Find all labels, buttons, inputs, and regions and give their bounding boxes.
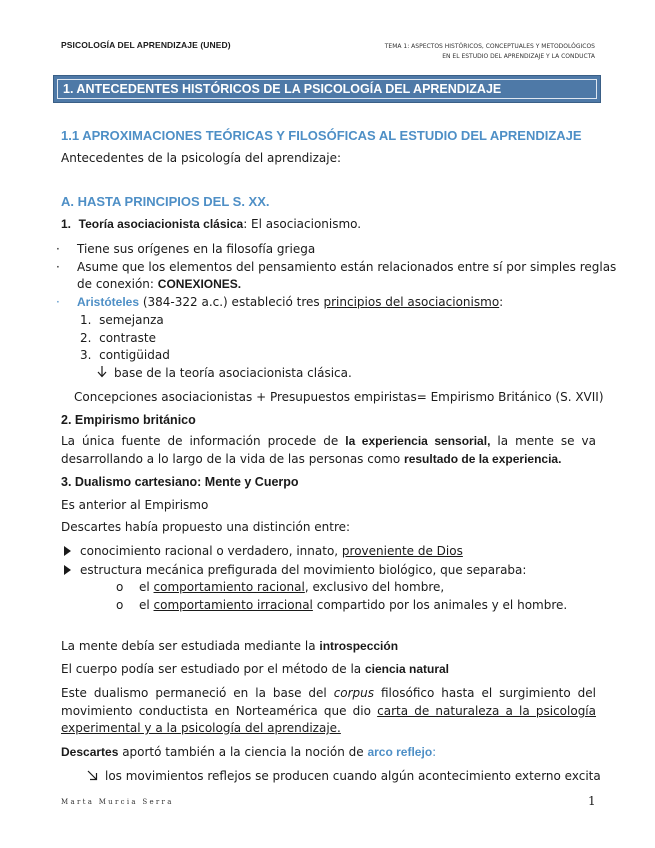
item1-bullet-2: Asume que los elementos del pensamiento están relacionados entre sí por simples reglas bbox=[77, 260, 617, 274]
item1-aristoteles-line bbox=[77, 295, 503, 309]
section-a-title: A. HASTA PRINCIPIOS DEL S. XX. bbox=[61, 194, 270, 209]
item1-bullet-2-cont bbox=[77, 277, 241, 291]
principle-1-text: semejanza bbox=[99, 313, 164, 327]
item3-bullet-1-text: conocimiento racional o verdadero, innato, bbox=[80, 544, 342, 558]
mente-bold: introspección bbox=[319, 639, 399, 653]
footer-author: Marta Murcia Serra bbox=[61, 798, 174, 806]
cuerpo-text: El cuerpo podía ser estudiado por el método de la bbox=[61, 662, 365, 676]
item2-text-c: la mente se va desarrollando a lo largo de la vida de las personas como bbox=[61, 434, 596, 466]
principle-3-num: 3. bbox=[80, 348, 92, 362]
equation-line: Concepciones asociacionistas + Presupuestos empiristas= Empirismo Británico (S. XVII) bbox=[74, 390, 604, 404]
item2-text-b: la experiencia sensorial, bbox=[345, 434, 491, 448]
item3-line2: Descartes había propuesto una distinción entre: bbox=[61, 520, 351, 534]
item3-bullet-2: estructura mecánica prefigurada del movimiento biológico, que separaba: bbox=[80, 563, 527, 577]
triangle-bullet-icon bbox=[64, 564, 71, 578]
bullet-dot-icon: · bbox=[56, 242, 60, 256]
section-banner bbox=[53, 75, 601, 103]
bullet-dot-icon: · bbox=[56, 295, 60, 309]
dualism-italic: corpus bbox=[333, 686, 375, 700]
principle-2-num: 2. bbox=[80, 331, 92, 345]
principle-1-num: 1. bbox=[80, 313, 92, 327]
subsection-title: 1.1 APROXIMACIONES TEÓRICAS Y FILOSÓFICAS AL ESTUDIO DEL APRENDIZAJE bbox=[61, 128, 582, 143]
item1-bullet-2-bold: CONEXIONES. bbox=[157, 277, 242, 291]
aristoteles-name: Aristóteles bbox=[77, 295, 140, 309]
principle-3-text: contigüidad bbox=[99, 348, 170, 362]
circle-bullet-icon: o bbox=[116, 598, 124, 612]
arco-reflejo-colon: : bbox=[432, 745, 437, 759]
triangle-bullet-icon bbox=[64, 545, 71, 559]
reflex-line: los movimientos reflejos se producen cuando algún acontecimiento externo excita bbox=[105, 769, 601, 783]
page-number: 1 bbox=[588, 794, 596, 808]
arco-reflejo: arco reflejo bbox=[367, 745, 433, 759]
descartes-name: Descartes bbox=[61, 745, 119, 759]
item2-text-a: La única fuente de información procede de bbox=[61, 434, 346, 448]
triangle-bullet-icon-svg bbox=[64, 546, 71, 556]
header-topic-line2: EN EL ESTUDIO DEL APRENDIZAJE Y LA CONDUCTA bbox=[442, 53, 595, 60]
item3-sub-2-a: el bbox=[139, 598, 154, 612]
aristoteles-dates: (384-322 a.c.) estableció tres bbox=[139, 295, 324, 309]
arrow-down-icon bbox=[97, 366, 107, 381]
mente-text: La mente debía ser estudiada mediante la bbox=[61, 639, 320, 653]
descartes-text: aportó también a la ciencia la noción de bbox=[118, 745, 368, 759]
item3-sub-1 bbox=[139, 580, 444, 594]
dualism-underline: carta de naturaleza a la psicología experimental y a la psicología del aprendizaje. bbox=[61, 703, 596, 736]
item3-bullet-1-underline: proveniente de Dios bbox=[341, 544, 463, 558]
item3-bullet-1 bbox=[80, 544, 463, 558]
cuerpo-bold: ciencia natural bbox=[364, 662, 450, 676]
arrow-text: base de la teoría asociacionista clásica. bbox=[114, 366, 352, 380]
mente-line bbox=[61, 639, 398, 653]
arrow-down-right-icon bbox=[86, 770, 98, 785]
item1-num: 1. bbox=[61, 217, 72, 231]
header-topic-line1: TEMA 1: ASPECTOS HISTÓRICOS, CONCEPTUALES Y METODOLÓGICOS bbox=[384, 43, 595, 50]
item1-bullet-2-cont-text: de conexión: bbox=[77, 277, 158, 291]
circle-bullet-icon: o bbox=[116, 580, 124, 594]
item3-line1: Es anterior al Empirismo bbox=[61, 498, 209, 512]
principle-2 bbox=[80, 331, 156, 345]
aristoteles-colon: : bbox=[499, 295, 504, 309]
item3-sub-1-a: el bbox=[139, 580, 154, 594]
item3-sub-1-underline: comportamiento racional bbox=[153, 580, 305, 594]
item3-title: 3. Dualismo cartesiano: Mente y Cuerpo bbox=[61, 475, 299, 489]
section-banner-title: 1. ANTECEDENTES HISTÓRICOS DE LA PSICOLOGÍA DEL APRENDIZAJE bbox=[57, 79, 597, 99]
dualism-text-a: Este dualismo permaneció en la base del bbox=[61, 686, 334, 700]
principle-1 bbox=[80, 313, 164, 327]
item3-sub-1-b: , exclusivo del hombre, bbox=[304, 580, 445, 594]
arrow-down-right-icon-svg bbox=[86, 770, 98, 782]
item3-sub-2-b: compartido por los animales y el hombre. bbox=[312, 598, 568, 612]
item3-sub-2-underline: comportamiento irracional bbox=[153, 598, 313, 612]
principle-2-text: contraste bbox=[99, 331, 156, 345]
bullet-dot-icon: · bbox=[56, 260, 60, 274]
item1-bold: Teoría asociacionista clásica bbox=[78, 217, 244, 231]
item3-sub-2 bbox=[139, 598, 567, 612]
principle-3 bbox=[80, 348, 170, 362]
item2-text-d: resultado de la experiencia. bbox=[404, 451, 562, 466]
principios-link: principios del asociacionismo bbox=[323, 295, 500, 309]
header-course-title: PSICOLOGÍA DEL APRENDIZAJE (UNED) bbox=[61, 40, 231, 50]
item1-bullet-1: Tiene sus orígenes en la filosofía griega bbox=[77, 242, 316, 256]
item1-heading bbox=[61, 217, 361, 231]
subsection-intro: Antecedentes de la psicología del aprendizaje: bbox=[61, 151, 342, 165]
cuerpo-line bbox=[61, 662, 449, 676]
arrow-down-icon-svg bbox=[97, 366, 107, 378]
descartes-line bbox=[61, 745, 436, 759]
item2-title: 2. Empirismo británico bbox=[61, 413, 196, 427]
header-topic bbox=[385, 42, 595, 62]
dualism-text-b: filosófico hasta el surgimiento del movimiento conductista en Norteamérica que dio bbox=[61, 686, 596, 718]
item2-paragraph bbox=[61, 433, 596, 468]
dualism-paragraph bbox=[61, 685, 596, 738]
item1-rest: : El asociacionismo. bbox=[243, 217, 362, 231]
triangle-bullet-icon-svg bbox=[64, 565, 71, 575]
